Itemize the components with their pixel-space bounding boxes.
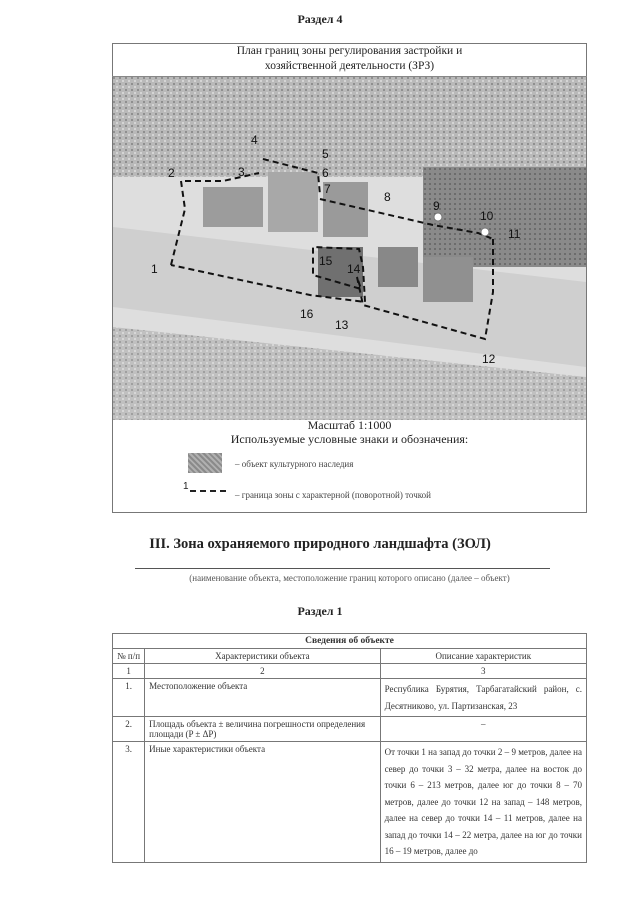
- building: [423, 257, 473, 302]
- row-number: 2.: [113, 717, 145, 742]
- point-label-3: 3: [238, 165, 245, 179]
- section-title: Раздел 4: [297, 12, 343, 26]
- trees-area: [423, 167, 586, 267]
- legend-point-number: 1: [183, 481, 189, 492]
- point-label-15: 15: [319, 254, 333, 268]
- object-info-table: [112, 633, 587, 863]
- row-description: –: [380, 717, 586, 742]
- point-label-16: 16: [300, 307, 314, 321]
- point-label-9: 9: [433, 199, 440, 213]
- point-label-2: 2: [168, 166, 175, 180]
- map-title: [112, 44, 587, 74]
- zone-heading: III. Зона охраняемого природного ландшафта (ЗОЛ): [149, 536, 491, 552]
- point-label-7: 7: [324, 182, 331, 196]
- row-description: От точки 1 на запад до точки 2 – 9 метров, далее на север до точки 3 – 32 метра, далее на восток до точки 6 – 213 метров, далее юг до точки 8 – 70 метров, далее до точки 12 на запад – 148 метров, далее на север до точки 14 – 11 метров, далее на запад до точки 14 – 22 метра, далее на юг до точки 16 – 19 метров, далее до: [380, 742, 586, 863]
- heritage-legend-swatch: [188, 453, 222, 473]
- point-label-12: 12: [482, 352, 496, 366]
- point-label-11: 11: [508, 227, 521, 241]
- row-description: Республика Бурятия, Тарбагатайский район, с. Десятниково, ул. Партизанская, 23: [380, 679, 586, 717]
- row-characteristic: Местоположение объекта: [145, 679, 380, 717]
- map-title-line2: хозяйственной деятельности (ЗРЗ): [264, 60, 435, 72]
- building: [203, 187, 263, 227]
- table-header-row: [113, 649, 587, 664]
- point-label-8: 8: [384, 190, 391, 204]
- point-label-5: 5: [322, 147, 329, 161]
- point-label-14: 14: [347, 262, 361, 276]
- vegetation-area: [113, 77, 586, 177]
- row-characteristic: Иные характеристики объекта: [145, 742, 380, 863]
- point-label-13: 13: [335, 318, 349, 332]
- name-caption: (наименование объекта, местоположение границ которого описано (далее – объект): [189, 573, 510, 583]
- legend-boundary-label: – граница зоны с характерной (поворотной) точкой: [235, 490, 431, 500]
- name-underline: [135, 568, 550, 569]
- legend-heading: Используемые условные знаки и обозначения:: [230, 432, 469, 446]
- boundary-point-marker: [434, 213, 442, 221]
- column-number-row: [113, 664, 587, 679]
- map-scale: Масштаб 1:1000: [307, 418, 392, 432]
- boundary-legend-line: [190, 490, 226, 492]
- building: [378, 247, 418, 287]
- legend-heritage-label: – объект культурного наследия: [235, 459, 354, 469]
- boundary-point-marker: [481, 228, 489, 236]
- building: [268, 172, 318, 232]
- header-characteristics: Характеристики объекта: [145, 649, 380, 664]
- col-number: 1: [113, 664, 145, 679]
- section2-title: Раздел 1: [297, 604, 343, 618]
- site-plan-svg: [113, 77, 586, 420]
- point-label-6: 6: [322, 166, 329, 180]
- point-label-10: 10: [480, 209, 494, 223]
- point-label-1: 1: [151, 262, 158, 276]
- point-label-4: 4: [251, 133, 258, 147]
- col-number: 2: [145, 664, 380, 679]
- row-number: 3.: [113, 742, 145, 863]
- row-characteristic: Площадь объекта ± величина погрешности определения площади (P ± ΔP): [145, 717, 380, 742]
- table-row: [113, 742, 587, 863]
- header-description: Описание характеристик: [380, 649, 586, 664]
- header-num: № п/п: [113, 649, 145, 664]
- col-number: 3: [380, 664, 586, 679]
- table-title: Сведения об объекте: [113, 634, 587, 649]
- map-title-line1: План границ зоны регулирования застройки и: [236, 45, 463, 57]
- table-row: [113, 679, 587, 717]
- row-number: 1.: [113, 679, 145, 717]
- site-plan-map: [113, 77, 586, 420]
- table-row: [113, 717, 587, 742]
- table-title-row: [113, 634, 587, 649]
